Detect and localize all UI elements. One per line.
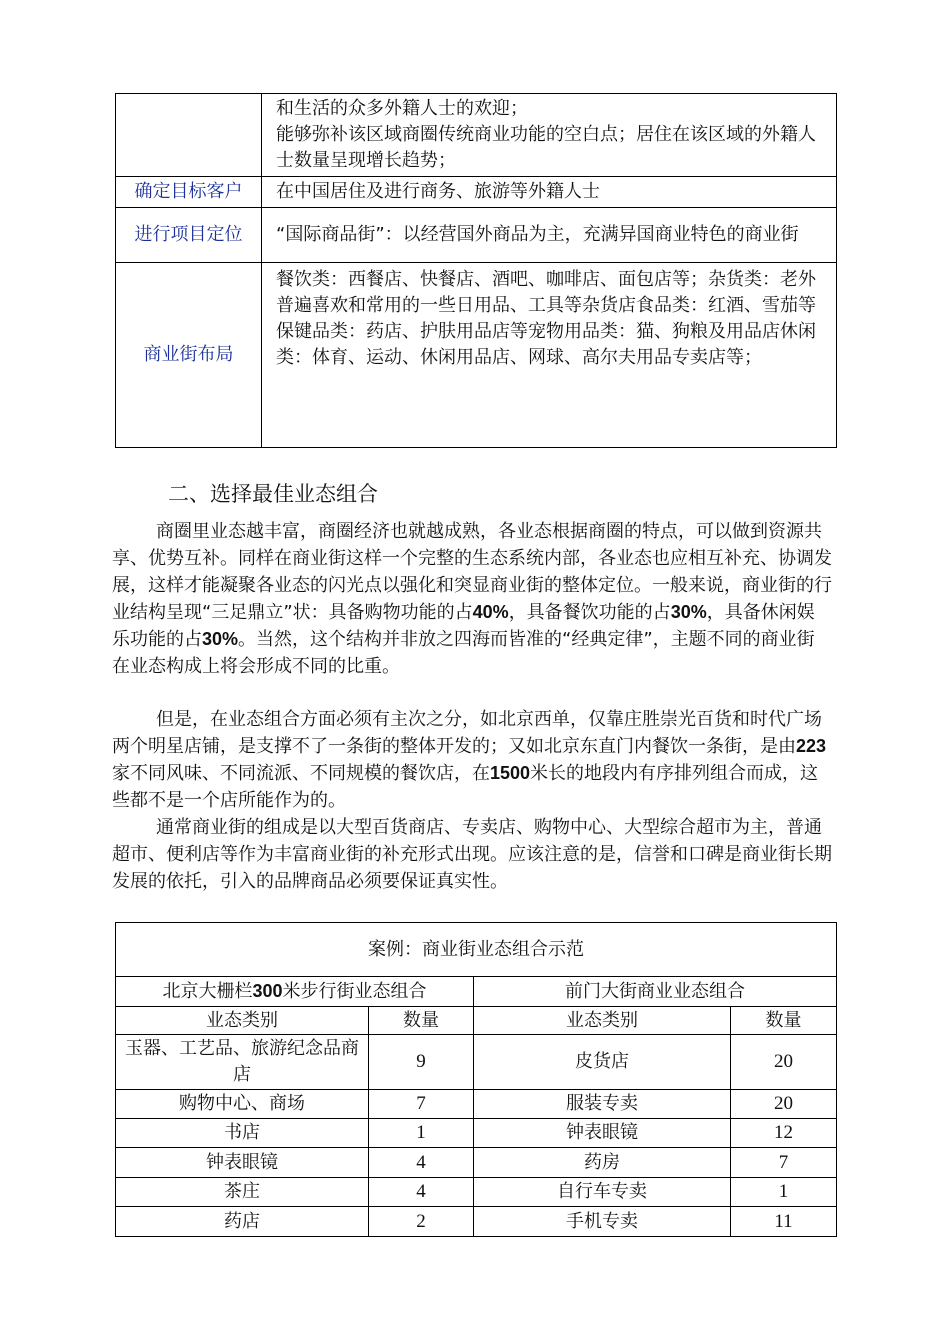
cell-type: 钟表眼镜 (474, 1119, 731, 1148)
table-row (116, 94, 837, 177)
table-row (116, 1090, 837, 1119)
cell-type: 钟表眼镜 (116, 1148, 369, 1178)
table-row (116, 1007, 837, 1035)
row-label-positioning: 进行项目定位 (116, 208, 262, 263)
column-header: 数量 (369, 1007, 474, 1035)
row-value: 在中国居住及进行商务、旅游等外籍人士 (262, 177, 837, 208)
paragraph-2: 但是，在业态组合方面必须有主次之分，如北京西单，仅靠庄胜崇光百货和时代广场两个明星店铺，是支撑不了一条街的整体开发的；又如北京东直门内餐饮一条街，是由223家不同风味、不同流派、不同规模的餐饮店，在1500米长的地段内有序排列组合而成，这些都不是一个店所能作为的。 (112, 709, 827, 811)
left-group-header: 北京大栅栏300米步行街业态组合 (116, 977, 474, 1007)
text-line: 和生活的众多外籍人士的欢迎； (276, 98, 528, 119)
cell-qty: 7 (731, 1148, 837, 1178)
cell-type: 购物中心、商场 (116, 1090, 369, 1119)
cell-type: 药店 (116, 1207, 369, 1237)
table-row (116, 1178, 837, 1207)
cell-qty: 2 (369, 1207, 474, 1237)
cell-qty: 1 (731, 1178, 837, 1207)
case-table-title: 案例：商业街业态组合示范 (116, 923, 837, 977)
row-value (262, 263, 837, 448)
cell-qty: 4 (369, 1178, 474, 1207)
table-row (116, 208, 837, 263)
cell-type: 药房 (474, 1148, 731, 1178)
row-value (262, 94, 837, 177)
cell-type: 自行车专卖 (474, 1178, 731, 1207)
cell-type: 手机专卖 (474, 1207, 731, 1237)
table-row (116, 1207, 837, 1237)
cell-qty: 20 (731, 1035, 837, 1090)
cell-type: 书店 (116, 1119, 369, 1148)
cell-qty: 12 (731, 1119, 837, 1148)
text-line: 保键品类：药店、护肤用品店等宠物用品类：猫、狗粮及用品店休闲类：体育、运动、休闲用品店、网球、高尔夫用品专卖店等； (276, 321, 816, 368)
table-row (116, 1035, 837, 1090)
cell-type: 茶庄 (116, 1178, 369, 1207)
row-label-empty (116, 94, 262, 177)
table-row (116, 177, 837, 208)
case-table (115, 922, 837, 1237)
column-header: 业态类别 (116, 1007, 369, 1035)
project-plan-table (115, 93, 837, 448)
text-line: 餐饮类：西餐店、快餐店、酒吧、咖啡店、面包店等；杂货类：老外普遍喜欢和常用的一些日用品、工具等杂货店食品类：红酒、雪茄等 (276, 269, 816, 316)
cell-qty: 4 (369, 1148, 474, 1178)
cell-qty: 1 (369, 1119, 474, 1148)
paragraph-1: 商圈里业态越丰富，商圈经济也就越成熟，各业态根据商圈的特点，可以做到资源共享、优势互补。同样在商业街这样一个完整的生态系统内部，各业态也应相互补充、协调发展，这样才能凝聚各业态的闪光点以强化和突显商业街的整体定位。一般来说，商业街的行业结构呈现“三足鼎立”状：具备购物功能的占40%，具备餐饮功能的占30%，具备休闲娱乐功能的占30%。当然，这个结构并非放之四海而皆准的“经典定律”，主题不同的商业街在业态构成上将会形成不同的比重。 (112, 521, 832, 677)
row-label-layout: 商业街布局 (116, 263, 262, 448)
column-header: 业态类别 (474, 1007, 731, 1035)
text-line: 能够弥补该区域商圈传统商业功能的空白点；居住在该区域的外籍人士数量呈现增长趋势； (276, 124, 816, 171)
right-group-header: 前门大街商业业态组合 (474, 977, 837, 1007)
cell-qty: 11 (731, 1207, 837, 1237)
table-row (116, 1119, 837, 1148)
table-row (116, 977, 837, 1007)
table-row (116, 1148, 837, 1178)
row-label-target-customer: 确定目标客户 (116, 177, 262, 208)
cell-qty: 7 (369, 1090, 474, 1119)
cell-type: 玉器、工艺品、旅游纪念品商店 (116, 1035, 369, 1090)
cell-qty: 9 (369, 1035, 474, 1090)
section-heading: 二、选择最佳业态组合 (168, 482, 378, 506)
table-row (116, 923, 837, 977)
cell-qty: 20 (731, 1090, 837, 1119)
row-value: “国际商品街”：以经营国外商品为主，充满异国商业特色的商业街 (262, 208, 837, 263)
column-header: 数量 (731, 1007, 837, 1035)
table-row (116, 263, 837, 448)
cell-type: 服装专卖 (474, 1090, 731, 1119)
cell-type: 皮货店 (474, 1035, 731, 1090)
paragraph-3: 通常商业街的组成是以大型百货商店、专卖店、购物中心、大型综合超市为主，普通超市、便利店等作为丰富商业街的补充形式出现。应该注意的是，信誉和口碑是商业街长期发展的依托，引入的品牌商品必须要保证真实性。 (112, 817, 832, 892)
